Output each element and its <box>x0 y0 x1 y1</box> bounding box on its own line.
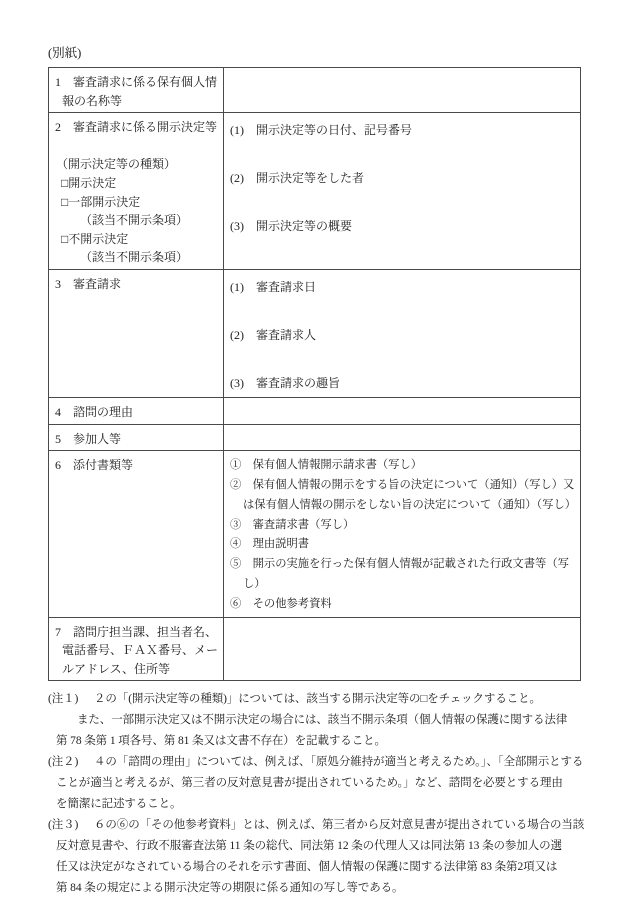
content-line: は保有個人情報の開示をしない旨の決定について（通知）（写し） <box>243 498 577 511</box>
note-text-line: 第 78 条第 1 項各号、第 81 条又は文書不存在）を記載すること。 <box>56 735 386 748</box>
table-row <box>49 269 581 397</box>
checkbox-label: 一部開示決定 <box>68 194 141 209</box>
note-first-line <box>48 689 586 710</box>
content-line: (1) 審査請求日 <box>230 279 316 294</box>
heading-line: 4 諮問の理由 <box>55 404 134 419</box>
heading-line: 報の名称等 <box>62 93 123 108</box>
heading-line: 6 添付書類等 <box>55 458 134 473</box>
note <box>48 815 586 899</box>
blank-line <box>230 190 575 214</box>
table-row <box>49 424 581 451</box>
form-table-body <box>49 68 581 681</box>
table-row <box>49 451 581 617</box>
row-content-cell <box>224 617 581 681</box>
blank-line <box>55 137 218 156</box>
heading-line: 2 審査請求に係る開示決定等 <box>55 120 218 135</box>
note-text-line: ことが適当と考えるが、第三者の反対意見書が提出されているため。」など、諮問を必要とする理由 <box>56 777 563 790</box>
checkbox-icon: □ <box>61 231 69 246</box>
checkbox-label: 不開示決定 <box>68 231 129 246</box>
heading-line: 5 参加人等 <box>55 431 122 446</box>
row-content-cell <box>224 68 581 113</box>
row-content-cell <box>224 451 581 617</box>
note-text-line: 反対意見書や、行政不服審査法第 11 条の総代、同法第 12 条の代理人又は同法第 13 条の参加人の選 <box>56 840 562 853</box>
content-line: ② 保有個人情報の開示をする旨の決定について（通知）（写し）又 <box>230 478 575 491</box>
blank-line <box>230 299 575 323</box>
content-line: ⑤ 開示の実施を行った保有個人情報が記載された行政文書等（写 <box>230 558 569 571</box>
checkbox-label: 開示決定 <box>68 175 117 190</box>
row-heading-cell <box>49 424 224 451</box>
note-first-line <box>48 815 586 836</box>
note-text: ４の「諮問の理由」については、例えば、「原処分維持が適当と考えるため。」、「全部開示とする <box>94 756 584 769</box>
note-text: ２の「(開示決定等の種類)」については、該当する開示決定等の□をチェックすること。 <box>94 693 541 706</box>
note-first-line <box>48 752 586 773</box>
content-line: (2) 審査請求人 <box>230 327 316 342</box>
checkbox-icon: □ <box>61 194 69 209</box>
note <box>48 752 586 815</box>
row-heading-cell <box>49 269 224 397</box>
row-content-cell <box>224 397 581 424</box>
note-text-line: また、一部開示決定又は不開示決定の場合には、該当不開示条項（個人情報の保護に関する法律 <box>77 714 568 727</box>
form-table <box>48 67 581 681</box>
table-row <box>49 68 581 113</box>
heading-line: 3 審査請求 <box>55 276 122 291</box>
content-line: (3) 審査請求の趣旨 <box>230 375 340 390</box>
content-line: (2) 開示決定等をした者 <box>230 171 364 186</box>
content-line: ③ 審査請求書（写し） <box>230 518 355 531</box>
table-row <box>49 113 581 270</box>
heading-line: 1 審査請求に係る保有個人情 <box>55 75 218 89</box>
content-line: ① 保有個人情報開示請求書（写し） <box>230 459 423 472</box>
heading-line: 電話番号、ＦＡＸ番号、メー <box>62 643 219 658</box>
content-line: (1) 開示決定等の日付、記号番号 <box>230 123 412 138</box>
row-heading-cell <box>49 113 224 270</box>
content-line: し） <box>243 577 266 590</box>
row-content-cell <box>224 113 581 270</box>
heading-line: ルアドレス、住所等 <box>62 661 171 676</box>
content-line: ⑥ その他参考資料 <box>230 597 332 610</box>
row-heading-cell <box>49 68 224 113</box>
note-label: (注１) <box>48 693 79 706</box>
note-text: ６の⑥の「その他参考資料」とは、例えば、第三者から反対意見書が提出されている場合の当該 <box>94 819 585 832</box>
note-text-line: を簡潔に記述すること。 <box>56 798 182 811</box>
row-content-cell <box>224 424 581 451</box>
note-label: (注３) <box>48 819 79 832</box>
content-line: ④ 理由説明書 <box>230 538 310 551</box>
content-line: (3) 開示決定等の概要 <box>230 219 352 234</box>
heading-line: （該当不開示条項） <box>80 213 189 228</box>
attachment-label: (別紙) <box>48 46 82 60</box>
row-heading-cell <box>49 397 224 424</box>
heading-line: （開示決定等の種類） <box>56 157 177 172</box>
notes-section <box>48 689 586 899</box>
note-text-line: 第 84 条の規定による開示決定等の期限に係る通知の写し等である。 <box>56 882 404 895</box>
checkbox-option <box>55 174 218 193</box>
blank-line <box>230 347 575 371</box>
blank-line <box>230 142 575 166</box>
checkbox-icon: □ <box>61 175 69 190</box>
checkbox-option <box>55 230 218 249</box>
note <box>48 689 586 752</box>
row-content-cell <box>224 269 581 397</box>
checkbox-option <box>55 193 218 212</box>
table-row <box>49 617 581 681</box>
note-text-line: 任又は決定がなされている場合のそれを示す書面、個人情報の保護に関する法律第 83 条第2項又は <box>56 861 558 874</box>
row-heading-cell <box>49 617 224 681</box>
heading-line: （該当不開示条項） <box>80 250 189 265</box>
row-heading-cell <box>49 451 224 617</box>
table-row <box>49 397 581 424</box>
heading-line: 7 諮問庁担当課、担当者名、 <box>55 624 218 639</box>
note-label: (注２) <box>48 756 79 769</box>
